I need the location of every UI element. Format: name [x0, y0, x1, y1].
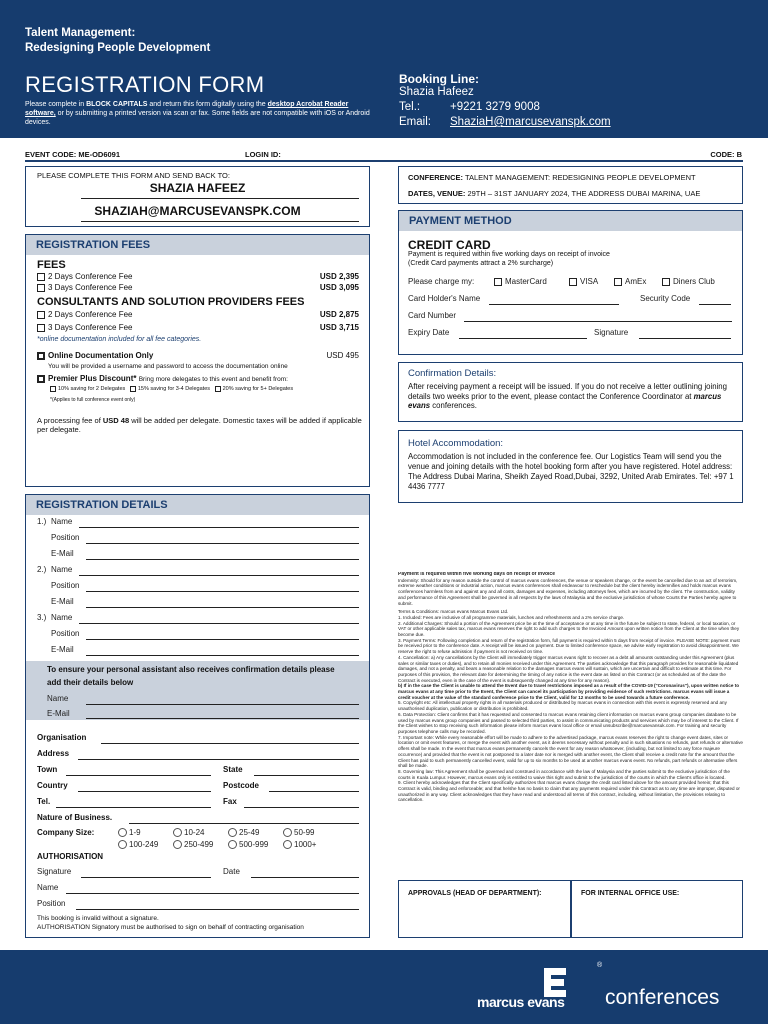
term-item: 6. Data Protection: Client confirms that it has requested and consented to marcus evans retaining client information on marcus evans group companies database to be used by marcus evans group companies and passed to selected third parties, to assist in communicating products and services which may be of interest to the Client. If the Client wishes to stop receiving such information please inform marcus evans local office or email unsubscribe@marcusevansuk.com. For training and security purposes telephone calls may be recorded. [398, 711, 739, 734]
term-item: 9. Client hereby acknowledges that the Client specifically authorizes that marcus evans charge the credit card listed above for the amount provided herein; that this Contract is valid, binding and enforceable; and that he/she has no basis to claim that any payments required under this Contract as to any time are improper, disputed or unauthorized in any way. Client acknowledges that they have read and understood all terms of this contract, including, without limitation, the provisions relating to cancellation. [398, 780, 740, 803]
delegate-1-email-field[interactable] [86, 559, 359, 560]
tel-label: Tel. [37, 797, 51, 806]
acrobat-link[interactable]: desktop Acrobat Reader software, [25, 101, 349, 117]
delegate-3-email-field[interactable] [86, 655, 359, 656]
booking-tel-value: +9221 3279 9008 [450, 101, 540, 113]
send-to-email: SHAZIAH@MARCUSEVANSPK.COM [94, 204, 301, 218]
state-field[interactable] [254, 775, 359, 776]
expiry-date-field[interactable] [459, 338, 587, 339]
size-option-100-249[interactable]: 100-249 [118, 840, 158, 849]
radio[interactable] [283, 840, 292, 849]
card-amex[interactable]: AmEx [614, 277, 646, 286]
approvals-label: APPROVALS (HEAD OF DEPARTMENT): [408, 890, 542, 897]
assistant-name-field[interactable] [86, 704, 359, 705]
discount-10[interactable]: 10% saving for 2 Delegates [50, 386, 125, 392]
card-number-field[interactable] [464, 321, 732, 322]
term-item: 8. Governing law: This Agreement shall be governed and construed in accordance with the law of Malaysia and the parties submit to the exclusive jurisdiction of the courts in Kuala Lumpur. However, marcus evans only is entitled to waive this right and submit to the jurisdiction of the courts in which the Client's office is located. [398, 768, 730, 780]
booking-tel-label: Tel.: [399, 101, 421, 113]
tel-field[interactable] [56, 807, 211, 808]
card-number-label: Card Number [408, 311, 457, 320]
term-item: 7. Important note: While every reasonable effort will be made to adhere to the advertised package, marcus evans reserves the right to change event dates, sites or location or omit event features, or merge the event with another event, as it deems necessary without penalty and in such situations no refunds, part refunds or alternative offers shall be made. In the event that marcus evans permanently cancels the event for any reason whatsoever, (including, but not limited to any force majeure occurrence) and provided that the event is not postponed to a later date nor is merged with another event, the Client shall receive a credit note for the amount that the Client has paid to such permanently cancelled event, valid for up to six months to be used at another marcus evans event. No refunds, part refunds or alternative offers shall be made. [398, 734, 743, 769]
footer-product: conferences [605, 986, 720, 1009]
radio[interactable] [173, 840, 182, 849]
delegate-1-email-label: E-Mail [51, 549, 74, 558]
size-option-50-99[interactable]: 50-99 [283, 828, 314, 837]
dates-venue-line: DATES, VENUE: 29TH – 31ST JANUARY 2024, THE ADDRESS DUBAI MARINA, UAE [408, 189, 701, 198]
indemnity-text: Indemnity: Should for any reason outside the control of marcus evans conferences, the venue or speakers change, or the event be cancelled due to an act of terrorism, extreme weather conditions or industrial action, marcus evans conferences shall endeavour to reschedule but the client hereby indemnifies and holds marcus evans conferences harmless from and against any and all costs, damages and expenses, including attorneys fees, which are incurred by the client. The construction, validity and performance of this Agreement shall be governed in all respects by the laws of Malaysia and the exclusive jurisdiction of whose Courts the Parties hereby agree to submit. [398, 577, 738, 606]
expiry-date-label: Expiry Date [408, 328, 450, 337]
assistant-name-label: Name [47, 694, 69, 703]
event-title-line1: Talent Management: [25, 27, 136, 39]
send-to-box [25, 166, 370, 227]
consultant-fee-3day[interactable]: 3 Days Conference Fee [37, 323, 133, 332]
online-doc-checkbox[interactable] [37, 352, 45, 360]
term-item: 2. Additional Charges: Should a portion of the Agreement price be at the time of acceptance or at any time in the future be subject to state, federal, or local taxation, or VAT or other applicable sales tax, marcus evans reserves the right to add such charges to the Invoiced Amount upon written notice from the Client at the time when they become due. [398, 620, 740, 638]
delegate-2-name-field[interactable] [79, 575, 359, 576]
discount-20[interactable]: 20% saving for 5+ Delegates [215, 386, 293, 392]
town-field[interactable] [66, 775, 211, 776]
fee-price: USD 3,715 [319, 323, 359, 332]
delegate-2-name-label: Name [51, 565, 73, 574]
terms-heading: Payment is required within five working days on receipt of invoice [398, 572, 555, 577]
delegate-2-position-field[interactable] [86, 591, 359, 592]
event-title-line2: Redesigning People Development [25, 42, 211, 54]
booking-email-link[interactable]: ShaziaH@marcusevanspk.com [450, 116, 611, 128]
size-option-25-49[interactable]: 25-49 [228, 828, 259, 837]
country-label: Country [37, 781, 68, 790]
postcode-field[interactable] [269, 791, 359, 792]
hotel-text: Accommodation is not included in the conference fee. Our Logistics Team will send you the venue and joining details with the hotel booking form after you have registered. Hotel address: The Address Dubai Marina, Sheikh Zayed Road,Dubai, 3292, United Arab Emirates. Tel: +97 1 4436 7777 [408, 452, 734, 491]
auth-position-field[interactable] [76, 909, 359, 910]
checkbox[interactable] [569, 278, 577, 286]
internal-office-label: FOR INTERNAL OFFICE USE: [581, 890, 680, 897]
terms-and-conditions [398, 572, 743, 876]
fax-field[interactable] [244, 807, 359, 808]
assistant-note: To ensure your personal assistant also receives confirmation details please add their details below [47, 665, 335, 687]
hotel-box [398, 430, 743, 503]
term-item: 1. Included: Fees are inclusive of all programme materials, lunches and refreshments and a 2% service charge. [398, 614, 625, 620]
fee-checkbox[interactable] [37, 273, 45, 281]
organisation-label: Organisation [37, 733, 87, 742]
invalid-without-signature-note: This booking is invalid without a signature. [37, 915, 159, 922]
card-holder-field[interactable] [489, 304, 619, 305]
delegate-1-position-field[interactable] [86, 543, 359, 544]
auth-position-label: Position [37, 899, 66, 908]
registered-mark: ® [597, 962, 603, 969]
security-code-field[interactable] [699, 304, 731, 305]
conference-line: CONFERENCE: TALENT MANAGEMENT: REDESIGNING PEOPLE DEVELOPMENT [408, 173, 696, 182]
size-option-250-499[interactable]: 250-499 [173, 840, 213, 849]
checkbox[interactable] [614, 278, 622, 286]
approvals-box[interactable] [398, 880, 571, 938]
address-label: Address [37, 749, 70, 758]
discount-options [50, 386, 293, 392]
header-banner [0, 0, 768, 138]
discount-note: *(Applies to full conference event only) [50, 397, 136, 403]
address-field[interactable] [78, 759, 359, 760]
footer-banner [0, 950, 768, 1024]
online-doc-price: USD 495 [326, 351, 359, 360]
conference-box [398, 166, 743, 204]
delegate-2-email-field[interactable] [86, 607, 359, 608]
covid-clause: b) If in the case the Client is unable to attend the Event due to travel restrictions imposed as a result of the COVID-19 ("Coronavirus"), upon written notice to marcus evans at any time prior to the Event, the Client can cancel its participation by providing evidence of such restrictions. marcus evans will issue a credit voucher at the value of the standard conference price to the Client, valid for 12 months to be used towards a future conference. [398, 683, 740, 700]
card-visa[interactable]: VISA [569, 277, 598, 286]
event-code: EVENT CODE: ME-OD6091 [25, 150, 121, 159]
delegate-3-name-field[interactable] [79, 623, 359, 624]
radio[interactable] [118, 840, 127, 849]
fax-label: Fax [223, 797, 237, 806]
registration-details-box [25, 494, 370, 938]
card-diners[interactable]: Diners Club [662, 277, 715, 286]
processing-fee-note: A processing fee of USD 48 will be added per delegate. Domestic taxes will be added if applicable per delegate. [37, 416, 362, 434]
internal-office-box[interactable] [571, 880, 743, 938]
town-label: Town [37, 765, 58, 774]
size-option-1-9[interactable]: 1-9 [118, 828, 141, 837]
nature-of-business-field[interactable] [129, 823, 359, 824]
terms-title: Terms & Conditions: marcus evans Marcus Evans Ltd. [398, 609, 509, 615]
radio[interactable] [283, 828, 292, 837]
discount-15[interactable]: 15% saving for 3-4 Delegates [130, 386, 210, 392]
registration-fees-header: REGISTRATION FEES [26, 235, 369, 255]
size-option-500-999[interactable]: 500-999 [228, 840, 268, 849]
payment-note: Payment is required within five working days on receipt of invoice [408, 251, 610, 258]
delegate-2-email-label: E-Mail [51, 597, 74, 606]
online-doc-description: You will be provided a username and password to access the documentation online [48, 363, 288, 370]
delegate-1-number: 1.) [37, 517, 47, 526]
fee-price: USD 3,095 [319, 283, 359, 292]
auth-name-label: Name [37, 883, 59, 892]
assistant-email-label: E-Mail [47, 709, 70, 718]
checkbox[interactable] [662, 278, 670, 286]
assistant-panel [26, 661, 369, 720]
fee-price: USD 2,395 [319, 272, 359, 281]
fee-checkbox[interactable] [37, 324, 45, 332]
delegate-1-name-label: Name [51, 517, 73, 526]
registration-details-header: REGISTRATION DETAILS [26, 495, 369, 515]
auth-date-label: Date [223, 867, 240, 876]
delegate-3-email-label: E-Mail [51, 645, 74, 654]
send-to-instruction: PLEASE COMPLETE THIS FORM AND SEND BACK TO: [37, 171, 230, 180]
radio[interactable] [228, 828, 237, 837]
surcharge-note: (Credit Card payments attract a 2% surcharge) [408, 260, 554, 267]
auth-signature-label: Signature [37, 867, 72, 876]
delegate-3-name-label: Name [51, 613, 73, 622]
credit-card-title: CREDIT CARD [408, 238, 491, 252]
fee-option-3day[interactable]: 3 Days Conference Fee [37, 283, 133, 292]
postcode-label: Postcode [223, 781, 260, 790]
premier-plus-option[interactable]: Premier Plus Discount* Bring more delegates to this event and benefit from: [37, 374, 288, 383]
booking-contact-name: Shazia Hafeez [399, 86, 474, 98]
country-field[interactable] [78, 791, 211, 792]
confirmation-box [398, 362, 743, 422]
send-to-name: SHAZIA HAFEEZ [149, 181, 246, 195]
booking-email-label: Email: [399, 116, 431, 128]
premier-checkbox[interactable] [37, 375, 45, 383]
delegate-1-name-field[interactable] [79, 527, 359, 528]
auth-signature-field[interactable] [81, 877, 211, 878]
delegate-2-number: 2.) [37, 565, 47, 574]
state-label: State [223, 765, 243, 774]
assistant-email-field[interactable] [86, 718, 359, 719]
delegate-3-position-label: Position [51, 629, 80, 638]
form-instructions: Please complete in BLOCK CAPITALS and return this form digitally using the desktop Acrobat Reader software, or by submitting a printed version via scan or fax. Some fields are not compatible with iOS or Android devices. [25, 101, 370, 126]
checkbox[interactable] [494, 278, 502, 286]
security-code-label: Security Code [640, 294, 691, 303]
code-b: CODE: B [710, 150, 742, 159]
radio[interactable] [228, 840, 237, 849]
fee-checkbox[interactable] [37, 284, 45, 292]
authorisation-note: AUTHORISATION Signatory must be authorised to sign on behalf of contracting organisation [37, 924, 304, 931]
radio[interactable] [118, 828, 127, 837]
delegate-1-position-label: Position [51, 533, 80, 542]
term-item: 4. Cancellation: a) Any cancellations by the Client will immediately trigger marcus evans right to recover as a debt all amounts outstanding under this Agreement (plus sales or similar taxes or duties), and to retain all monies received under this Agreement. The parties acknowledge that this paragraph provides for reasonable liquidated damages, and not a penalty, and bears a reasonable relation to the damages marcus evans will sustain, which are uncertain and difficult to estimate at this time. For purposes of this provision, the relevant date for determining the timing of any notice is the event date as listed on this Contract (or as scheduled as of the date the Contract is executed, even in the case of the event is subsequently changed at any time for any reason). [398, 654, 739, 683]
organisation-field[interactable] [101, 743, 359, 744]
term-item: 5. Copyright etc: All intellectual property rights in all materials produced or distributed by marcus evans in connection with this event is expressly reserved and any unauthorised duplication, publication or distribution is prohibited. [398, 700, 727, 712]
booking-line-title: Booking Line: [399, 72, 479, 86]
nature-of-business-label: Nature of Business. [37, 813, 113, 822]
fee-checkbox[interactable] [37, 311, 45, 319]
delegate-3-position-field[interactable] [86, 639, 359, 640]
card-holder-label: Card Holder's Name [408, 294, 481, 303]
card-mastercard[interactable]: MasterCard [494, 277, 547, 286]
size-option-1000-plus[interactable]: 1000+ [283, 840, 316, 849]
signature-label: Signature [594, 328, 629, 337]
payment-method-header: PAYMENT METHOD [399, 211, 742, 231]
authorisation-title: AUTHORISATION [37, 852, 104, 861]
charge-label: Please charge my: [408, 277, 475, 286]
consultants-fees-title: CONSULTANTS AND SOLUTION PROVIDERS FEES [37, 296, 305, 308]
fees-group-title: FEES [37, 259, 66, 271]
auth-name-field[interactable] [66, 893, 359, 894]
fee-option-2day[interactable]: 2 Days Conference Fee [37, 272, 133, 281]
term-item: 3. Payment Terms: Following completion and return of the registration form, full payment is required within 5 days from receipt of invoice. PLEASE NOTE: payment must be received prior to the conference date. A receipt will be issued on payment. Due to limited conference space, we advise early registration to avoid disappointment. We reserve the right to refuse admission if payment is not received on time. [398, 637, 740, 655]
footer-brand: marcus evans [477, 994, 565, 1010]
delegate-3-number: 3.) [37, 613, 47, 622]
payment-method-box [398, 210, 743, 355]
delegate-2-position-label: Position [51, 581, 80, 590]
online-doc-note: *online documentation included for all fee categories. [37, 336, 202, 343]
online-doc-option[interactable]: Online Documentation Only [37, 351, 153, 360]
registration-fees-box [25, 234, 370, 487]
size-option-10-24[interactable]: 10-24 [173, 828, 204, 837]
login-id-label: LOGIN ID: [245, 150, 281, 159]
consultant-fee-2day[interactable]: 2 Days Conference Fee [37, 310, 133, 319]
auth-date-field[interactable] [251, 877, 359, 878]
confirmation-text: After receiving payment a receipt will be issued. If you do not receive a letter outlining joining details two weeks prior to the event, please contact the Conference Coordinator at marcus evans conferences. [408, 382, 727, 410]
radio[interactable] [173, 828, 182, 837]
company-size-label: Company Size: [37, 828, 95, 837]
confirmation-title: Confirmation Details: [408, 368, 497, 379]
hotel-title: Hotel Accommodation: [408, 438, 504, 449]
card-signature-field[interactable] [639, 338, 731, 339]
form-title: REGISTRATION FORM [25, 72, 265, 97]
fee-price: USD 2,875 [319, 310, 359, 319]
